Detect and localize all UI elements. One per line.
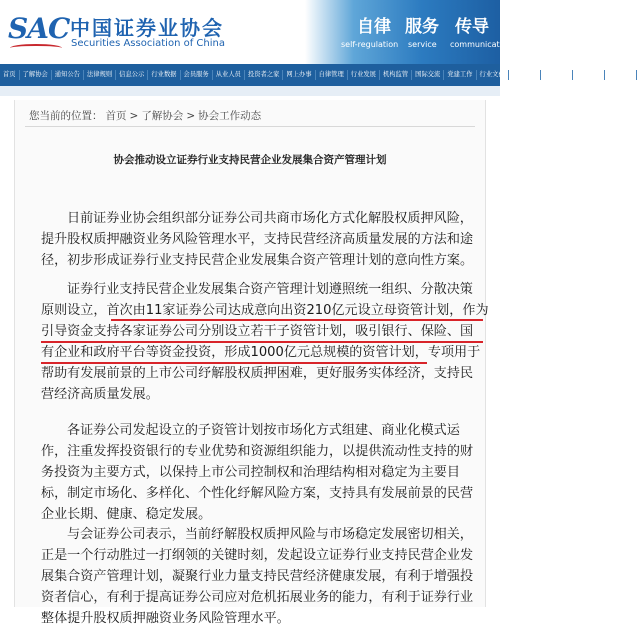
paragraph-line: 与会证券公司表示，当前纾解股权质押风险与市场稳定发展密切相关， xyxy=(67,527,473,542)
banner-service-en: service xyxy=(408,40,437,49)
site-name-en: Securities Association of China xyxy=(71,38,225,49)
nav-sub-strip xyxy=(0,86,500,96)
nav-item-party[interactable]: 党建工作 xyxy=(444,70,476,80)
header-banner xyxy=(305,0,500,64)
red-underline xyxy=(41,362,427,364)
banner-self-regulation-en: self-regulation xyxy=(341,40,399,49)
main-nav xyxy=(0,64,634,86)
sac-logo[interactable]: SAC xyxy=(8,12,70,45)
breadcrumb xyxy=(29,108,264,123)
banner-communication-en: communicati xyxy=(450,40,502,49)
nav-item-training[interactable]: 培训中心 xyxy=(541,70,573,80)
paragraph-line: 提升股权质押融资业务风险管理水平，支持民营经济高质量发展的方法和途 xyxy=(41,232,474,247)
paragraph-line: 引导资金支持各家证券公司分别设立若干子资管计划，吸引银行、保险、国 xyxy=(41,324,474,339)
nav-item-online-services[interactable]: 网上办事 xyxy=(283,70,315,80)
site-header xyxy=(0,0,500,64)
breadcrumb-current[interactable]: 协会工作动态 xyxy=(198,110,262,122)
paragraph-line: 资者信心，有利于提高证券公司应对危机拓展业务的能力，有利于证券行业 xyxy=(41,590,474,605)
paragraph-line: 作，注重发挥投资银行的专业优势和资源组织能力，以提供流动性支持的财 xyxy=(41,444,474,459)
article-paragraph xyxy=(41,524,481,629)
content-panel xyxy=(14,100,489,626)
nav-item-supervision[interactable]: 机构监管 xyxy=(380,70,412,80)
paragraph-line: 帮助有发展前景的上市公司纾解股权质押困难，更好服务实体经济，支持民 xyxy=(41,366,474,381)
nav-item-disclosure[interactable]: 信息公示 xyxy=(116,70,148,80)
breadcrumb-home[interactable]: 首页 xyxy=(105,110,127,122)
breadcrumb-prefix: 您当前的位置： xyxy=(29,110,103,122)
breadcrumb-divider xyxy=(25,126,475,127)
nav-item-notices[interactable]: 通知公告 xyxy=(52,70,84,80)
nav-item-self-regulation[interactable]: 自律管理 xyxy=(316,70,348,80)
paragraph-line: 展集合资产管理计划，凝聚行业力量支持民营经济健康发展，有利于增强投 xyxy=(41,569,474,584)
article-title: 协会推动设立证券行业支持民营企业发展集合资产管理计划 xyxy=(113,154,387,166)
article-paragraph xyxy=(41,279,489,405)
nav-item-investors[interactable]: 投资者之家 xyxy=(245,70,283,80)
banner-self-regulation: 自律 xyxy=(357,17,391,37)
nav-item-about[interactable]: 了解协会 xyxy=(20,70,52,80)
nav-item-sentiment[interactable]: 行业舆情 xyxy=(573,70,605,80)
article-paragraph xyxy=(41,208,481,271)
nav-item-member-service[interactable]: 会员服务 xyxy=(181,70,213,80)
nav-item-compliance[interactable]: 合规倍增 xyxy=(605,70,637,80)
banner-communication: 传导 xyxy=(455,17,489,37)
paragraph-line: 各证券公司发起设立的子资管计划按市场化方式组建、商业化模式运 xyxy=(67,423,460,438)
nav-item-international[interactable]: 国际交流 xyxy=(412,70,444,80)
breadcrumb-separator: > xyxy=(186,110,196,122)
paragraph-line: 原则设立，首次由11家证券公司达成意向出资210亿元设立母资管计划，作为 xyxy=(41,303,489,318)
paragraph-line: 营经济高质量发展。 xyxy=(41,387,159,402)
banner-service: 服务 xyxy=(405,17,439,37)
red-underline xyxy=(41,341,483,343)
nav-item-culture[interactable]: 行业文化 xyxy=(477,70,509,80)
nav-item-media[interactable]: 媒体关注 xyxy=(509,70,541,80)
breadcrumb-about[interactable]: 了解协会 xyxy=(141,110,184,122)
nav-item-home[interactable]: 首页 xyxy=(0,70,20,80)
nav-item-development[interactable]: 行业发展 xyxy=(348,70,380,80)
paragraph-line: 日前证券业协会组织部分证券公司共商市场化方式化解股权质押风险， xyxy=(67,211,473,226)
nav-item-data[interactable]: 行业数据 xyxy=(148,70,180,80)
nav-item-rules[interactable]: 法律规则 xyxy=(84,70,116,80)
paragraph-line: 有企业和政府平台等资金投资，形成1000亿元总规模的资管计划，专项用于 xyxy=(41,345,481,360)
nav-item-practitioners[interactable]: 从业人员 xyxy=(213,70,245,80)
article-paragraph xyxy=(41,420,481,525)
red-underline xyxy=(111,319,483,321)
logo-swoosh-icon xyxy=(10,44,62,52)
paragraph-line: 标，制定市场化、多样化、个性化纾解风险方案，支持具有发展前景的民营 xyxy=(41,486,474,501)
paragraph-line: 径，初步形成证券行业支持民营企业发展集合资产管理计划的意向性方案。 xyxy=(41,253,474,268)
paragraph-line: 整体提升股权质押融资业务风险管理水平。 xyxy=(41,611,290,626)
site-name-cn[interactable]: 中国证券业协会 xyxy=(70,16,224,40)
paragraph-line: 务投资为主要方式，以保持上市公司控制权和治理结构相对稳定为主要目 xyxy=(41,465,460,480)
paragraph-line: 正是一个行动胜过一打纲领的关键时刻，发起设立证券行业支持民营企业发 xyxy=(41,548,474,563)
paragraph-line: 企业长期、健康、稳定发展。 xyxy=(41,507,212,522)
breadcrumb-separator: > xyxy=(129,110,139,122)
paragraph-line: 证券行业支持民营企业发展集合资产管理计划遵照统一组织、分散决策 xyxy=(67,282,473,297)
